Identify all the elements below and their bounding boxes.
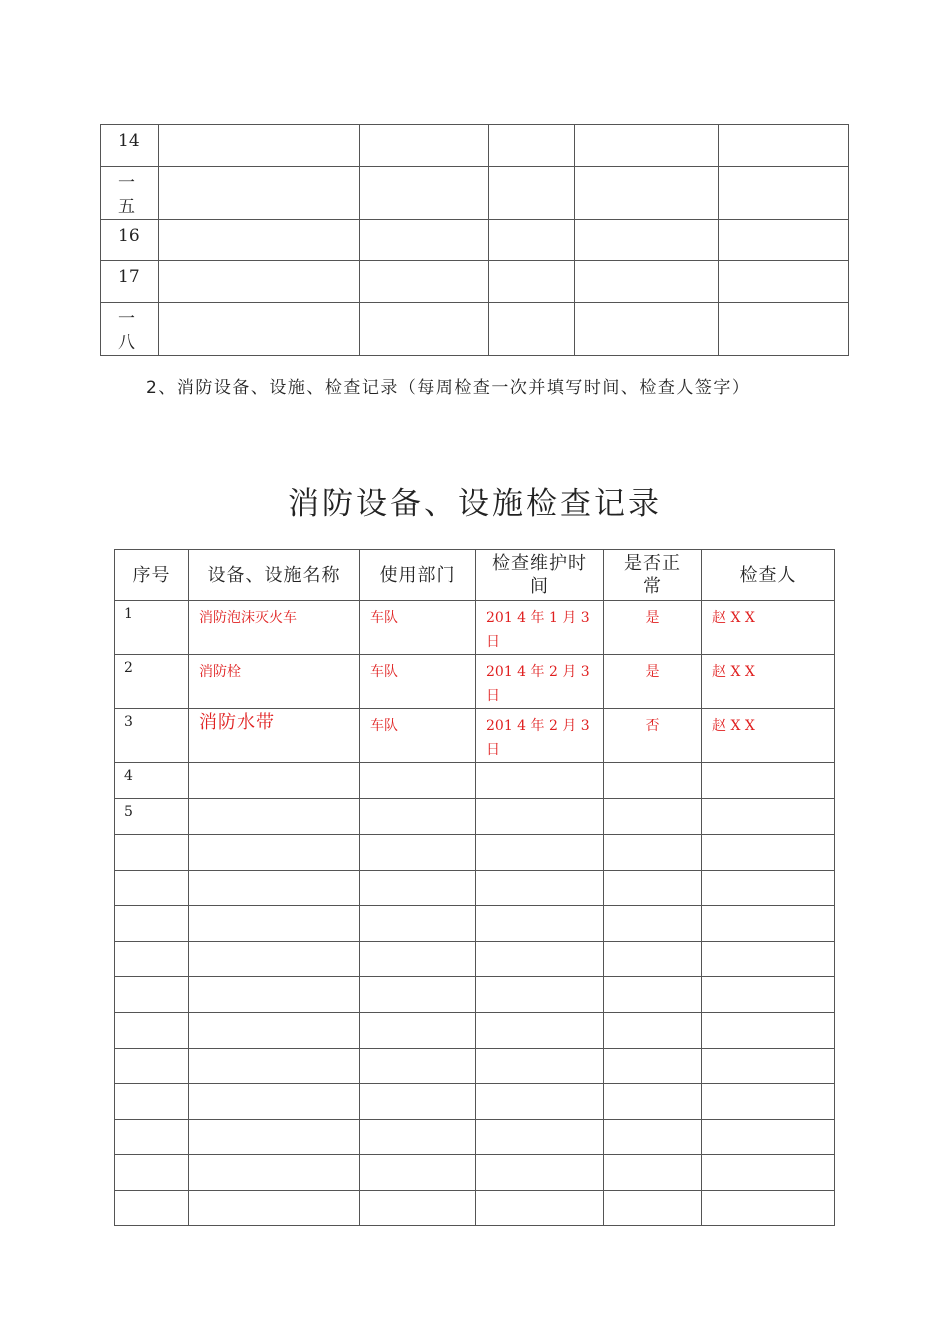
table-row [101,303,849,356]
equipment-name: 消防泡沫灭火车 [189,601,360,655]
inspector: 赵 X X [702,655,835,709]
table-row [115,1084,835,1120]
table-row [115,942,835,977]
record-table [114,549,835,1226]
table-row [115,1120,835,1155]
table-row [115,601,835,655]
table-row [115,871,835,906]
table-header-row [115,550,835,601]
table-row [101,167,849,220]
table-row [115,1155,835,1191]
row-index: 2 [115,655,189,709]
table-row [101,261,849,303]
is-normal: 否 [604,709,702,763]
row-number: 16 [101,220,159,261]
table-row [115,763,835,799]
department: 车队 [360,601,476,655]
inspector: 赵 X X [702,709,835,763]
table-row [101,125,849,167]
department: 车队 [360,655,476,709]
table-row [115,1013,835,1049]
row-number: 17 [101,261,159,303]
row-number: 一八 [118,309,135,353]
row-number: 一五 [118,173,135,217]
check-date: 201 4 年 1 月 3 日 [476,601,604,655]
inspector: 赵 X X [702,601,835,655]
top-table [100,124,849,356]
column-header: 检查人 [702,550,835,601]
table-row [115,906,835,942]
is-normal: 是 [604,601,702,655]
department: 车队 [360,709,476,763]
table-row [115,709,835,763]
table-row [115,1049,835,1084]
table-row [115,655,835,709]
page-title: 消防设备、设施检查记录 [288,486,662,522]
row-index: 3 [115,709,189,763]
section-heading: 2、消防设备、设施、检查记录（每周检查一次并填写时间、检查人签字） [146,378,751,398]
table-row [115,799,835,835]
check-date: 201 4 年 2 月 3 日 [476,655,604,709]
column-header: 序号 [115,550,189,601]
row-index: 5 [115,799,189,835]
table-row [115,977,835,1013]
table-row [115,1191,835,1226]
table-row [115,835,835,871]
equipment-name: 消防水带 [189,709,360,763]
equipment-name: 消防栓 [189,655,360,709]
column-header: 使用部门 [360,550,476,601]
check-date: 201 4 年 2 月 3 日 [476,709,604,763]
is-normal: 是 [604,655,702,709]
column-header: 设备、设施名称 [189,550,360,601]
column-header: 是否正常 [604,550,702,601]
row-index: 1 [115,601,189,655]
row-index: 4 [115,763,189,799]
table-row [101,220,849,261]
column-header: 检查维护时间 [476,550,604,601]
row-number: 14 [101,125,159,167]
